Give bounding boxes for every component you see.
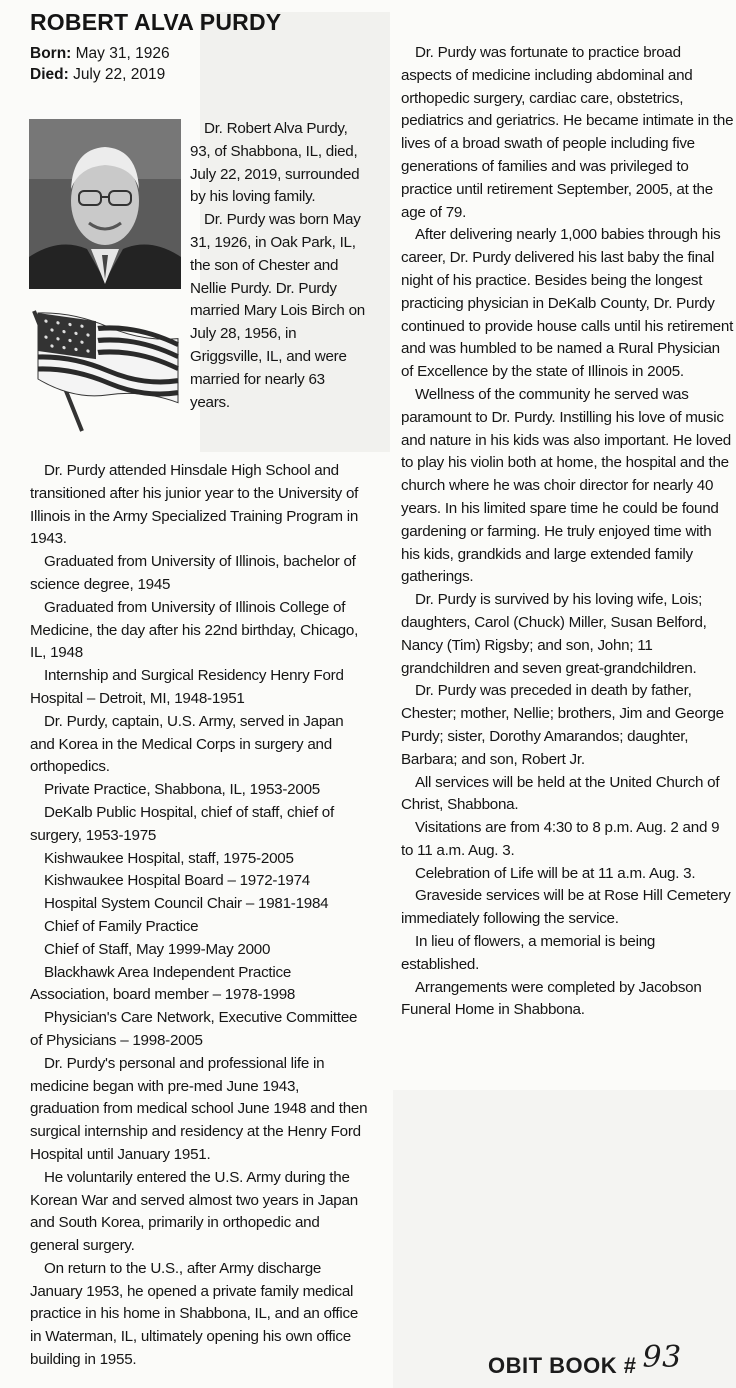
born-date: May 31, 1926 <box>75 45 170 62</box>
clipping-edge-shade <box>393 1090 736 1388</box>
stamp-number: 93 <box>642 1340 682 1375</box>
died-date: July 22, 2019 <box>73 66 166 83</box>
intro-paragraph: Dr. Robert Alva Purdy, 93, of Shabbona, IL, died, July 22, 2019, surrounded by his loving family. <box>190 120 360 206</box>
right-paragraph: Dr. Purdy was preceded in death by father, Chester; mother, Nellie; brothers, Jim and George Purdy; sister, Dorothy Amarandos; daughter, Barbara; and son, Robert Jr. <box>401 682 724 768</box>
obituary-name: ROBERT ALVA PURDY <box>30 9 282 35</box>
right-paragraph: All services will be held at the United Church of Christ, Shabbona. <box>401 773 720 814</box>
career-item: DeKalb Public Hospital, chief of staff, chief of surgery, 1953-1975 <box>30 803 334 844</box>
intro-paragraph: Dr. Purdy was born May 31, 1926, in Oak Park, IL, the son of Chester and Nellie Purdy. Dr. Purdy married Mary Lois Birch on July 28, 1956, in Griggsville, IL, and were married for nearly 63 years. <box>190 211 365 411</box>
portrait-photo <box>29 119 181 289</box>
career-item: Hospital System Council Chair – 1981-1984 <box>44 895 329 913</box>
intro-text <box>190 118 368 414</box>
career-item: Kishwaukee Hospital Board – 1972-1974 <box>44 872 310 890</box>
obit-book-stamp <box>488 1340 682 1381</box>
right-paragraph: Visitations are from 4:30 to 8 p.m. Aug. 2 and 9 to 11 a.m. Aug. 3. <box>401 819 720 859</box>
career-item: Chief of Family Practice <box>44 917 199 935</box>
right-column <box>401 42 734 1022</box>
education-paragraph: Dr. Purdy attended Hinsdale High School and transitioned after his junior year to the University of Illinois in the Army Specialized Training Program in 1943. <box>30 462 359 548</box>
right-paragraph: Wellness of the community he served was paramount to Dr. Purdy. Instilling his love of music and nature in his kids was also important. He loved to play his violin both at home, the hospital and the church where he was choir director for nearly 40 years. In his limited spare time he could be found gardening or farming. He truly enjoyed time with his kids, grandkids and large extended family gatherings. <box>401 385 731 586</box>
stamp-label: OBIT BOOK # <box>488 1353 637 1378</box>
education-paragraph: Internship and Surgical Residency Henry Ford Hospital – Detroit, MI, 1948-1951 <box>30 667 344 707</box>
career-list <box>30 779 368 1053</box>
right-paragraph: Graveside services will be at Rose Hill Cemetery immediately following the service. <box>401 887 731 928</box>
right-paragraph: Dr. Purdy is survived by his loving wife, Lois; daughters, Carol (Chuck) Miller, Susan Belford, Nancy (Tim) Rigsby; and son, John; 11 grandchildren and seven great-grandchildren. <box>401 591 707 677</box>
career-item: Kishwaukee Hospital, staff, 1975-2005 <box>44 849 294 867</box>
died-label: Died: <box>30 66 69 83</box>
career-item: Chief of Staff, May 1999-May 2000 <box>44 940 271 958</box>
career-item: Private Practice, Shabbona, IL, 1953-2005 <box>44 781 320 799</box>
education-paragraph: Graduated from University of Illinois, bachelor of science degree, 1945 <box>30 553 356 593</box>
right-paragraph: Arrangements were completed by Jacobson Funeral Home in Shabbona. <box>401 978 702 1019</box>
career-item: Physician's Care Network, Executive Committee of Physicians – 1998-2005 <box>30 1009 358 1049</box>
left-column <box>30 460 368 1372</box>
education-paragraph: Dr. Purdy, captain, U.S. Army, served in Japan and Korea in the Medical Corps in surgery and orthopedics. <box>30 712 344 776</box>
right-paragraph: In lieu of flowers, a memorial is being established. <box>401 933 656 973</box>
closing-paragraph: He voluntarily entered the U.S. Army during the Korean War and served almost two years in Japan and South Korea, primarily in orthopedic and general surgery. <box>30 1168 358 1255</box>
right-paragraph: After delivering nearly 1,000 babies through his career, Dr. Purdy delivered his last baby the final night of his practice. Besides being the longest practicing physician in DeKalb County, Dr. Purdy continued to provide house calls until his retirement and was humbled to be named a Rural Physician of Excellence by the state of Illinois in 2005. <box>401 226 734 381</box>
right-paragraph: Dr. Purdy was fortunate to practice broad aspects of medicine including abdominal and orthopedic surgery, cardiac care, obstetrics, pediatrics and geriatrics. He became intimate in the lives of a broad swath of people including five generations of families and was privileged to practice until retirement September, 2005, at the age of 79. <box>401 44 734 221</box>
closing-paragraph: Dr. Purdy's personal and professional life in medicine began with pre-med June 1943, graduation from medical school June 1948 and then surgical internship and residency at the Henry Ford Hospital until January 1951. <box>30 1054 368 1163</box>
us-flag-icon <box>30 305 180 435</box>
born-line <box>30 43 170 64</box>
born-label: Born: <box>30 45 72 62</box>
died-line <box>30 64 165 85</box>
right-paragraph: Celebration of Life will be at 11 a.m. Aug. 3. <box>415 864 696 882</box>
education-paragraph: Graduated from University of Illinois College of Medicine, the day after his 22nd birthday, Chicago, IL, 1948 <box>30 598 359 662</box>
closing-paragraph: On return to the U.S., after Army discharge January 1953, he opened a private family medical practice in his home in Shabbona, IL, and an office in Waterman, IL, ultimately opening his own office building in 1955. <box>30 1259 359 1369</box>
career-item: Blackhawk Area Independent Practice Association, board member – 1978-1998 <box>30 963 296 1004</box>
